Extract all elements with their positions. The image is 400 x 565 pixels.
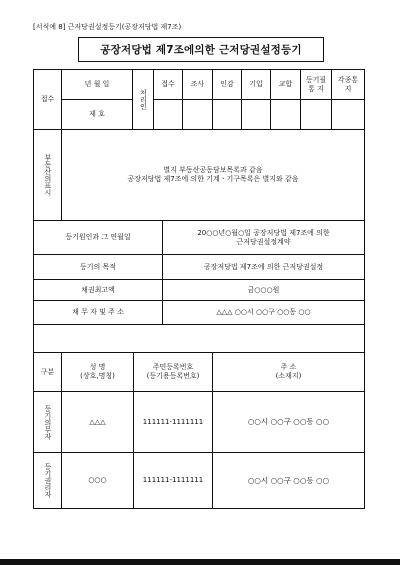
- receipt-date: 년 월 일: [61, 69, 133, 100]
- processor-label: 처리인: [132, 69, 154, 130]
- header-col-completion-notice: 등기필 통 지: [300, 69, 332, 100]
- blank-cell: [153, 99, 183, 130]
- blank-cell: [300, 99, 332, 130]
- form-title: 공장저당법 제7조에의한 근저당권설정등기: [78, 37, 324, 62]
- header-col-seal: 인감: [212, 69, 242, 100]
- row-cause-label: 등기원인과 그 연월일: [33, 220, 163, 255]
- obligee-id: 111111-1111111: [133, 452, 213, 509]
- row-debtor-label: 채 무 자 및 주 소: [33, 300, 163, 325]
- obligee-type: 등기권리자: [33, 452, 62, 509]
- row-max-amount-label: 채권최고액: [33, 279, 163, 301]
- property-text: 별지 부동산공동담보목록과 같음 공장저당법 제7조에 의한 기계ㆍ기구목록은 별지와 같음: [61, 129, 365, 221]
- obligor-name: △△△: [61, 391, 134, 453]
- row-cause-value: 20○○년○월○일 공장저당법 제7조에 의한 근저당권설정계약: [162, 220, 365, 255]
- obligor-address: ○○시 ○○구 ○○동 ○○: [212, 391, 365, 453]
- blank-row: [33, 324, 365, 353]
- parties-id-header: 주민등록번호 (등기용등록번호): [133, 352, 213, 392]
- parties-type-header: 구분: [33, 352, 62, 392]
- row-purpose-value: 공장저당법 제7조에 의한 근저당권설정: [162, 254, 365, 280]
- header-col-review: 조사: [182, 69, 213, 100]
- obligee-address: ○○시 ○○구 ○○동 ○○: [212, 452, 365, 509]
- blank-cell: [331, 99, 365, 130]
- row-max-amount-value: 금○○○원: [162, 279, 365, 301]
- header-col-notices: 각종통 지: [331, 69, 365, 100]
- row-debtor-value: △△△ ○○시 ○○구 ○○동 ○○: [162, 300, 365, 325]
- obligee-name: ○○○: [61, 452, 134, 509]
- parties-address-header: 주 소 (소재지): [212, 352, 365, 392]
- blank-cell: [241, 99, 271, 130]
- blank-cell: [270, 99, 301, 130]
- obligor-id: 111111-1111111: [133, 391, 213, 453]
- parties-name-header: 성 명 (상호,명칭): [61, 352, 134, 392]
- row-purpose-label: 등기의 목적: [33, 254, 163, 280]
- header-col-entry: 기입: [241, 69, 271, 100]
- receipt-label: 접수: [33, 69, 62, 130]
- blank-cell: [182, 99, 213, 130]
- blank-cell: [212, 99, 242, 130]
- header-col-receipt: 접수: [153, 69, 183, 100]
- form-caption: [서식예 8] 근저당권설정등기(공장저당법 제7조): [33, 23, 182, 31]
- header-col-check: 교합: [270, 69, 301, 100]
- obligor-type: 등기의무자: [33, 391, 62, 453]
- property-label: 부동산의표시: [33, 129, 62, 221]
- page-bottom-rule: [0, 559, 400, 565]
- receipt-number: 제 호: [61, 99, 133, 130]
